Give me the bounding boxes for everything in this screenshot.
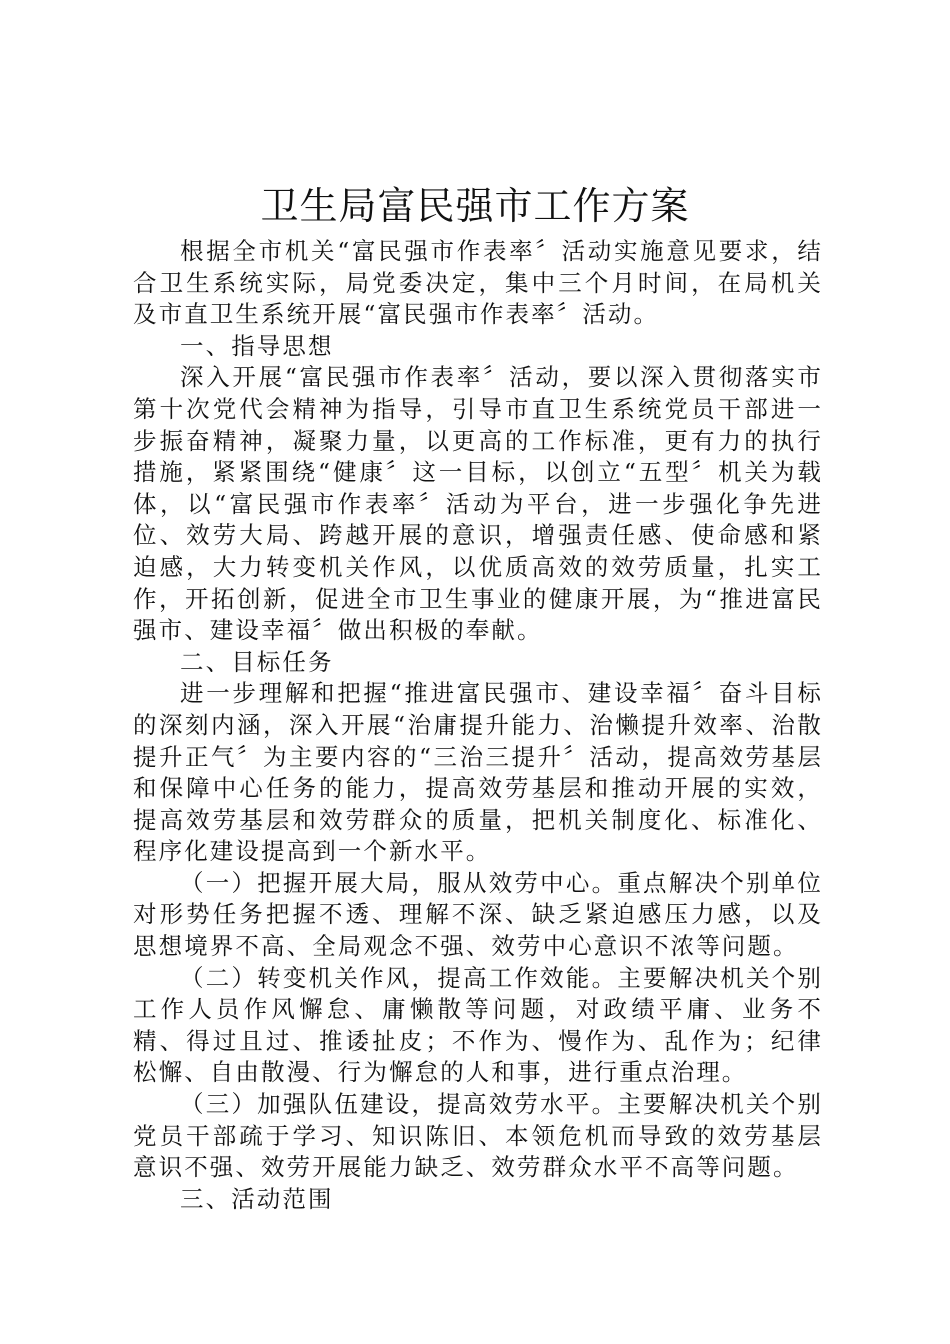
section-heading-activity-scope: 三、活动范围 — [180, 1184, 334, 1213]
task-item-3: （三）加强队伍建设，提高效劳水平。主要解决机关个别党员干部疏于学习、知识陈旧、本领危机而导致的效劳基层意识不强、效劳开展能力缺乏、效劳群众水平不高等问题。 — [133, 1090, 823, 1182]
section-heading-goals-tasks: 二、目标任务 — [180, 647, 334, 676]
document-body — [133, 236, 823, 1215]
task-item-1: （一）把握开展大局，服从效劳中心。重点解决个别单位对形势任务把握不透、理解不深、缺乏紧迫感压力感，以及思想境界不高、全局观念不强、效劳中心意识不浓等问题。 — [133, 868, 823, 961]
guiding-ideology-paragraph: 深入开展“富民强市作表率〞活动，要以深入贯彻落实市第十次党代会精神为指导，引导市直卫生系统党员干部进一步振奋精神，凝聚力量，以更高的工作标准，更有力的执行措施，紧紧围绕“健康〞这一目标，以创立“五型〞机关为载体，以“富民强市作表率〞活动为平台，进一步强化争先进位、效劳大局、跨越开展的意识，增强责任感、使命感和紧迫感，大力转变机关作风，以优质高效的效劳质量，扎实工作，开拓创新，促进全市卫生事业的健康开展，为“推进富民强市、建设幸福〞做出积极的奉献。 — [133, 363, 823, 645]
intro-paragraph: 根据全市机关“富民强市作表率〞活动实施意见要求，结合卫生系统实际，局党委决定，集中三个月时间，在局机关及市直卫生系统开展“富民强市作表率〞活动。 — [133, 237, 823, 329]
goals-tasks-paragraph: 进一步理解和把握“推进富民强市、建设幸福〞奋斗目标的深刻内涵，深入开展“治庸提升能力、治懒提升效率、治散提升正气〞为主要内容的“三治三提升〞活动，提高效劳基层和保障中心任务的能力，提高效劳基层和推动开展的实效，提高效劳基层和效劳群众的质量，把机关制度化、标准化、程序化建设提高到一个新水平。 — [133, 679, 823, 866]
task-item-2: （二）转变机关作风，提高工作效能。主要解决机关个别工作人员作风懈怠、庸懒散等问题，对政绩平庸、业务不精、得过且过、推诿扯皮；不作为、慢作为、乱作为；纪律松懈、自由散漫、行为懈怠的人和事，进行重点治理。 — [133, 963, 823, 1087]
document-title: 卫生局富民强市工作方案 — [260, 184, 690, 228]
section-heading-guiding-ideology: 一、指导思想 — [180, 331, 334, 360]
